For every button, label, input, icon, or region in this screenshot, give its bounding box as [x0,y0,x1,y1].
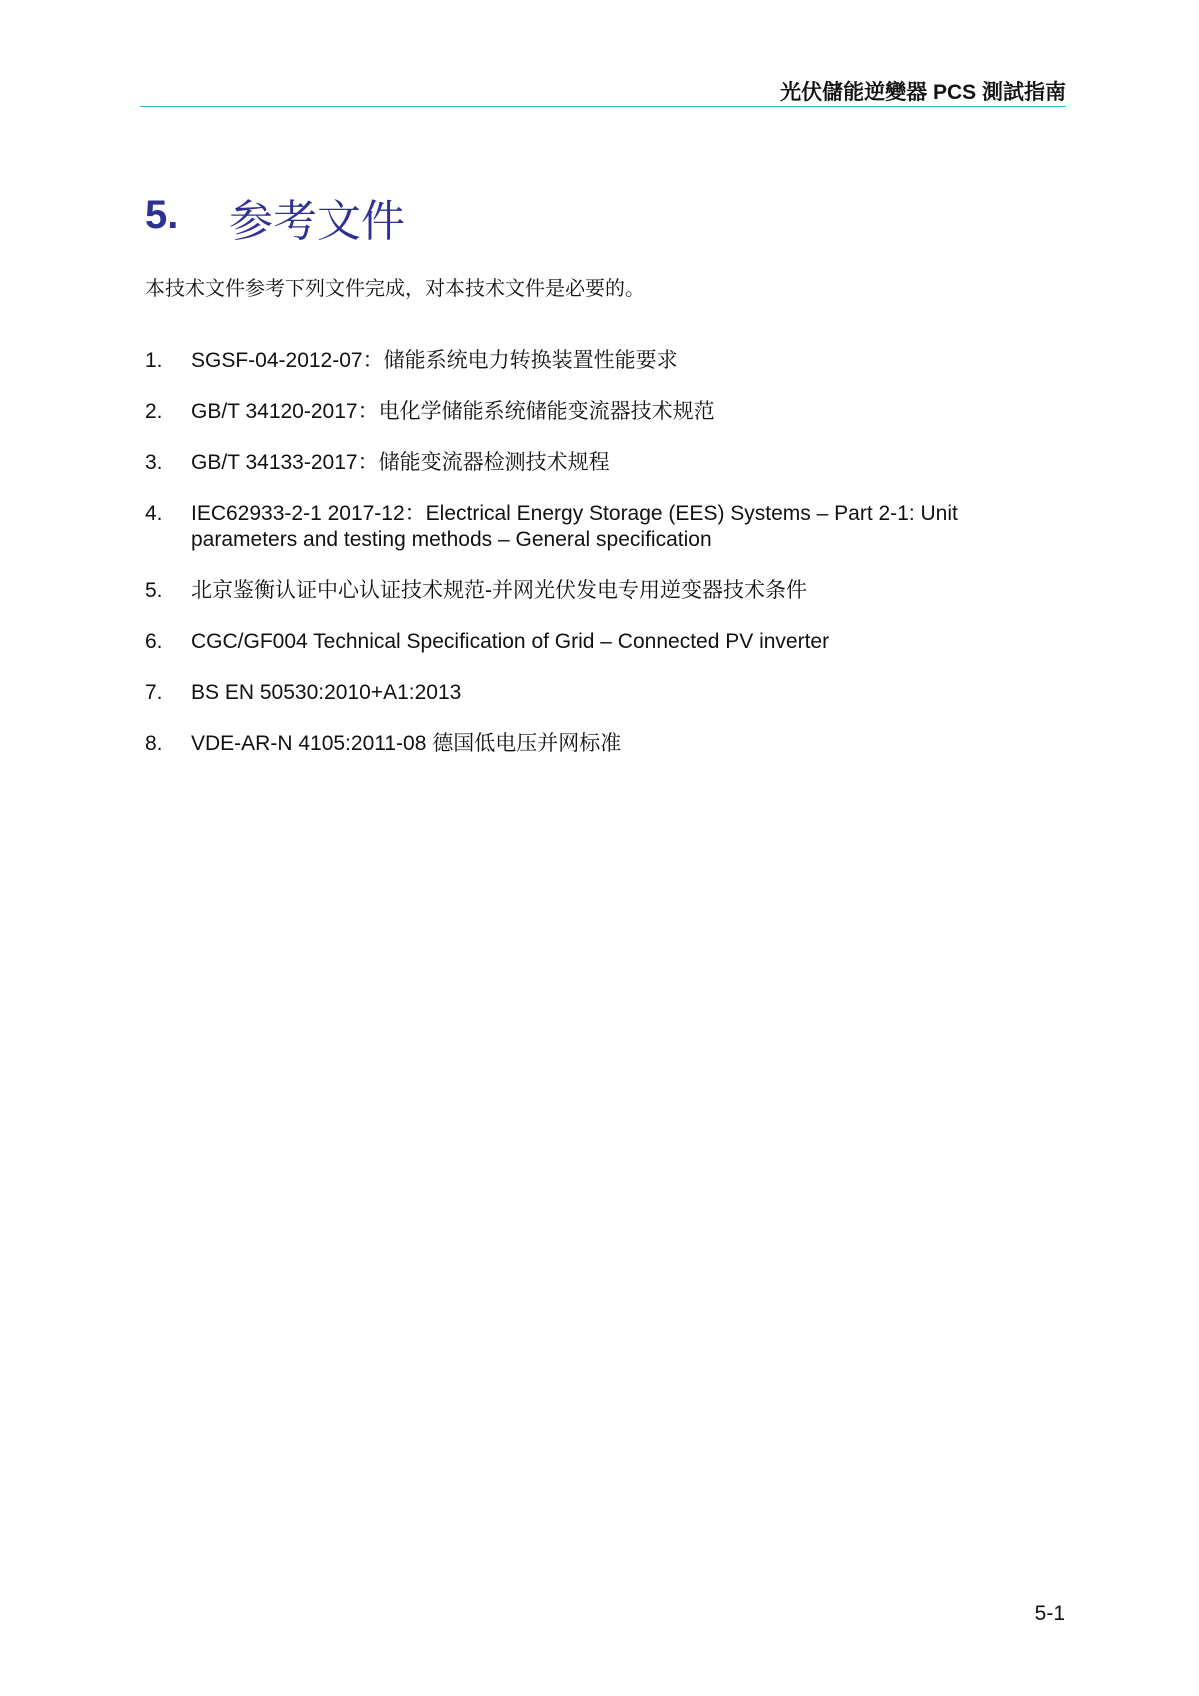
reference-item [145,629,1065,655]
reference-text: GB/T 34120-2017：电化学储能系统储能变流器技术规范 [191,400,715,423]
reference-number: 4. [145,502,163,525]
reference-number: 1. [145,349,163,372]
reference-item [145,399,1065,425]
reference-text: 北京鉴衡认证中心认证技术规范-并网光伏发电专用逆变器技术条件 [191,579,807,602]
reference-item [145,501,1065,553]
reference-text: GB/T 34133-2017：储能变流器检测技术规程 [191,451,610,474]
header-divider [140,106,1066,107]
reference-text: BS EN 50530:2010+A1:2013 [191,681,462,704]
section-title: 参考文件 [229,196,405,247]
reference-text-continued: parameters and testing methods – General specification [191,528,712,551]
reference-text: VDE-AR-N 4105:2011-08 德国低电压并网标准 [191,732,622,755]
page-number: 5-1 [1034,1602,1065,1625]
reference-text: SGSF-04-2012-07：储能系统电力转换装置性能要求 [191,349,678,372]
reference-number: 2. [145,400,163,423]
reference-number: 7. [145,681,163,704]
reference-number: 3. [145,451,163,474]
reference-number: 8. [145,732,163,755]
reference-item [145,348,1065,374]
reference-item [145,731,1065,757]
document-title: 光伏儲能逆變器 PCS 測試指南 [780,81,1066,104]
intro-paragraph: 本技术文件参考下列文件完成，对本技术文件是必要的。 [145,276,645,300]
reference-text: IEC62933-2-1 2017-12：Electrical Energy Storage (EES) Systems – Part 2-1: Unit [191,502,958,525]
section-number: 5. [145,193,179,237]
reference-text: CGC/GF004 Technical Specification of Grid – Connected PV inverter [191,630,830,653]
reference-number: 6. [145,630,163,653]
reference-item [145,450,1065,476]
reference-item [145,578,1065,604]
reference-list [145,348,1065,782]
reference-item [145,680,1065,706]
reference-number: 5. [145,579,163,602]
